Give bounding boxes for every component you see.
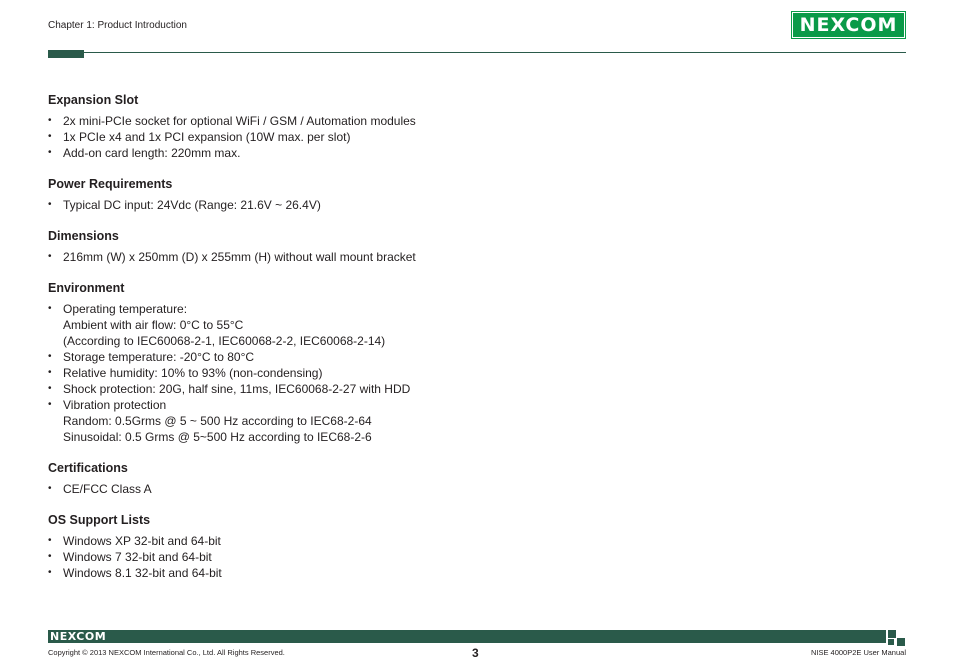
section-title: Environment: [48, 281, 125, 295]
list-item: [48, 113, 908, 129]
list-item: [48, 397, 908, 445]
nexcom-logo-text: NEXCOM: [793, 13, 904, 37]
section-title: Dimensions: [48, 229, 119, 243]
section-title: Certifications: [48, 461, 128, 475]
spec-list: [48, 113, 908, 161]
footer-squares-icon: [888, 630, 906, 646]
spec-section: [48, 281, 908, 445]
section-title: Expansion Slot: [48, 93, 139, 107]
list-item-text: • Add-on card length: 220mm max.: [63, 146, 241, 160]
list-item-text: • 2x mini-PCIe socket for optional WiFi / GSM / Automation modules: [63, 114, 416, 128]
spec-list: [48, 533, 908, 581]
list-item-text: (According to IEC60068-2-1, IEC60068-2-2, IEC60068-2-14): [63, 334, 386, 348]
header-rule: [48, 52, 906, 53]
list-item-text: • Windows 7 32-bit and 64-bit: [63, 550, 212, 564]
list-item: [48, 301, 908, 349]
spec-content: [48, 93, 908, 597]
header-rule-accent: [48, 50, 84, 58]
list-item: [48, 365, 908, 381]
list-item: [48, 381, 908, 397]
list-item: [48, 249, 908, 265]
manual-name: NISE 4000P2E User Manual: [810, 648, 906, 657]
list-item: [48, 533, 908, 549]
section-title: Power Requirements: [48, 177, 173, 191]
list-item: [48, 349, 908, 365]
spec-section: [48, 93, 908, 161]
spec-list: [48, 197, 908, 213]
list-item: [48, 481, 908, 497]
list-item: [48, 129, 908, 145]
list-item: [48, 197, 908, 213]
list-item-text: • Windows 8.1 32-bit and 64-bit: [63, 566, 222, 580]
section-title: OS Support Lists: [48, 513, 151, 527]
list-item-text: • Shock protection: 20G, half sine, 11ms, IEC60068-2-27 with HDD: [63, 382, 411, 396]
list-item-text: • Windows XP 32-bit and 64-bit: [63, 534, 221, 548]
list-item: [48, 145, 908, 161]
page-number: 3: [472, 646, 479, 660]
spec-section: [48, 229, 908, 265]
list-item-text: • CE/FCC Class A: [63, 482, 152, 496]
spec-section: [48, 513, 908, 581]
spec-list: [48, 301, 908, 445]
list-item: [48, 549, 908, 565]
list-item-text: Random: 0.5Grms @ 5 ~ 500 Hz according to IEC68-2-64: [63, 414, 372, 428]
list-item: [48, 565, 908, 581]
footer-nexcom-logo: NEXCOM: [50, 630, 107, 643]
chapter-title: Chapter 1: Product Introduction: [48, 20, 187, 31]
list-item-text: • 1x PCIe x4 and 1x PCI expansion (10W max. per slot): [63, 130, 351, 144]
list-item-text: • 216mm (W) x 250mm (D) x 255mm (H) without wall mount bracket: [63, 250, 416, 264]
spec-list: [48, 249, 908, 265]
list-item-text: • Relative humidity: 10% to 93% (non-condensing): [63, 366, 323, 380]
list-item-text: • Vibration protection: [63, 398, 167, 412]
list-item-text: • Storage temperature: -20°C to 80°C: [63, 350, 255, 364]
list-item-text: Ambient with air flow: 0°C to 55°C: [63, 318, 244, 332]
footer-bar: [48, 630, 886, 643]
footer-copyright: Copyright © 2013 NEXCOM International Co., Ltd. All Rights Reserved.: [48, 648, 285, 657]
list-item-text: • Operating temperature:: [63, 302, 188, 316]
spec-section: [48, 461, 908, 497]
spec-list: [48, 481, 908, 497]
list-item-text: • Typical DC input: 24Vdc (Range: 21.6V ~ 26.4V): [63, 198, 321, 212]
spec-section: [48, 177, 908, 213]
list-item-text: Sinusoidal: 0.5 Grms @ 5~500 Hz according to IEC68-2-6: [63, 430, 372, 444]
nexcom-logo: [791, 11, 906, 39]
